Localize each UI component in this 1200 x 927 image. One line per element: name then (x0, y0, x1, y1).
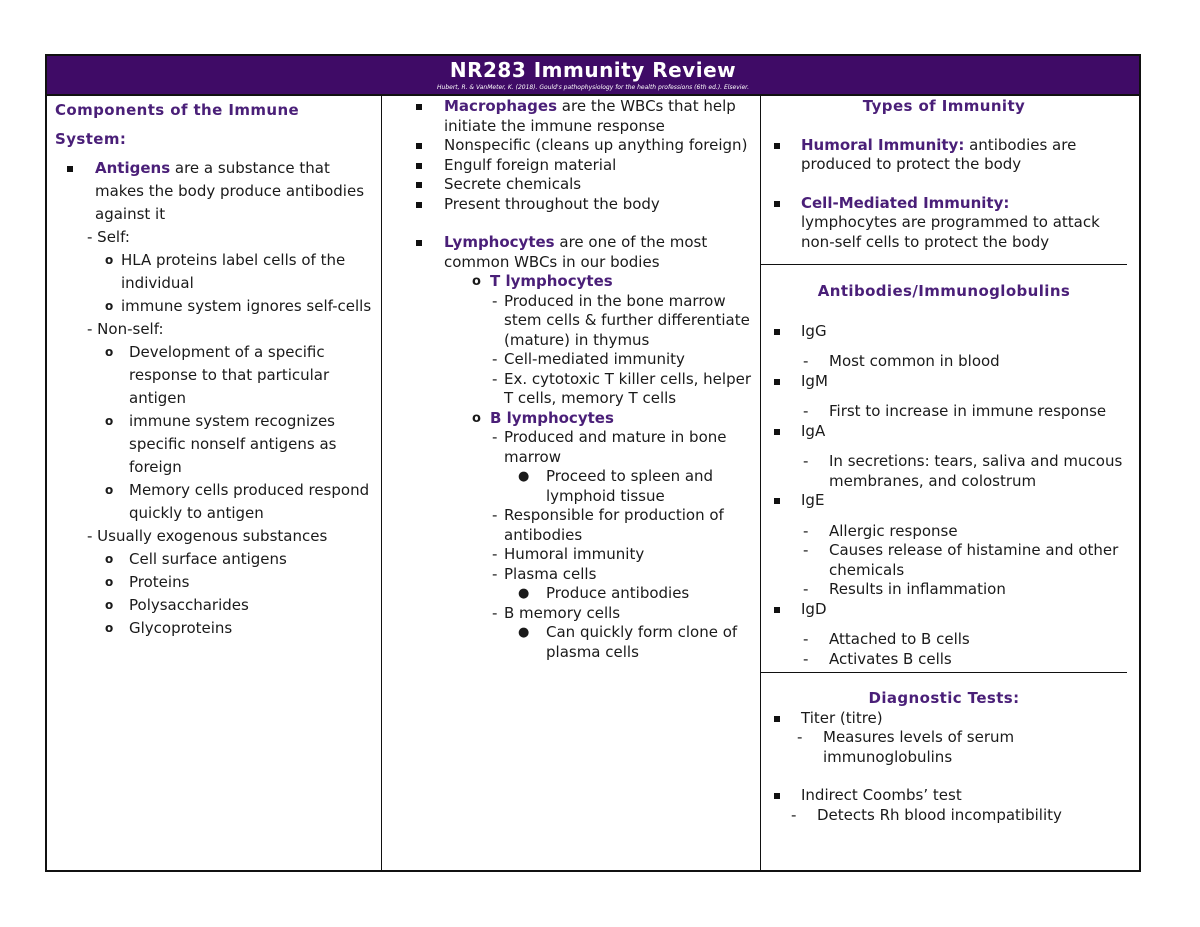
square-bullet-icon (774, 329, 780, 335)
column-immunity (761, 96, 1141, 870)
list-item: Secrete chemicals (382, 175, 756, 195)
list-item: - First to increase in immune response (803, 402, 1107, 420)
diagnostic-heading: Diagnostic Tests: (868, 689, 1020, 707)
column-cells (382, 96, 761, 870)
list-item: - Plasma cells (492, 564, 597, 583)
coombs-item: Indirect Coombs’ test (761, 786, 1127, 806)
list-item: - Most common in blood (803, 352, 1000, 370)
list-item: - Produced in the bone marrow stem cells & further differentiate (mature) in thymus (492, 291, 750, 349)
list-item: o Memory cells produced respond quickly to antigen (105, 481, 370, 522)
exogenous-label: - Usually exogenous substances (87, 527, 328, 545)
humoral-bullet: Humoral Immunity: antibodies are produced to protect the body (761, 136, 1127, 175)
types-heading: Types of Immunity (862, 97, 1026, 115)
list-item: ● Proceed to spleen and lymphoid tissue (518, 467, 714, 505)
macrophages-bullet: Macrophages are the WBCs that help initiate the immune response (382, 97, 756, 136)
list-item: - Responsible for production of antibodies (492, 506, 724, 544)
t-lymphocytes-heading: o T lymphocytes (472, 272, 613, 290)
igm-item: IgM (761, 372, 1127, 392)
list-item: o HLA proteins label cells of the individual (105, 251, 346, 292)
square-bullet-icon (774, 143, 780, 149)
list-item: - Causes release of histamine and other chemicals (803, 541, 1119, 579)
list-item: - Produced and mature in bone marrow (492, 428, 727, 466)
nonself-label: - Non-self: (87, 320, 164, 338)
list-item: - Cell-mediated immunity (492, 350, 685, 368)
square-bullet-icon (416, 182, 422, 188)
ige-item: IgE (761, 491, 1127, 511)
antigens-bullet: Antigens are a substance that makes the body produce antibodies against it (55, 157, 377, 226)
square-bullet-icon (774, 201, 780, 207)
citation: Hubert, R. & VanMeter, K. (2018). Gould's pathophysiology for the health professions (6th ed.). Elsevier. (437, 84, 749, 91)
self-label: - Self: (87, 228, 130, 246)
square-bullet-icon (416, 240, 422, 246)
list-item: Nonspecific (cleans up anything foreign) (382, 136, 756, 156)
square-bullet-icon (774, 793, 780, 799)
square-bullet-icon (67, 166, 73, 172)
list-item: - Humoral immunity (492, 545, 645, 563)
lymphocytes-bullet: Lymphocytes are one of the most common WBCs in our bodies (382, 233, 756, 272)
list-item: - Results in inflammation (803, 580, 1006, 598)
list-item: o immune system ignores self-cells (105, 297, 372, 315)
square-bullet-icon (774, 498, 780, 504)
column-components (47, 96, 382, 870)
list-item: o immune system recognizes specific nonself antigens as foreign (105, 412, 337, 476)
list-item: ● Can quickly form clone of plasma cells (518, 623, 738, 661)
square-bullet-icon (774, 716, 780, 722)
list-item: - In secretions: tears, saliva and mucous membranes, and colostrum (803, 452, 1123, 490)
components-heading: Components of the Immune System: (55, 101, 300, 148)
square-bullet-icon (416, 163, 422, 169)
header-band (47, 56, 1139, 96)
titer-item: Titer (titre) (761, 709, 1127, 729)
square-bullet-icon (416, 202, 422, 208)
square-bullet-icon (774, 607, 780, 613)
list-item: - Detects Rh blood incompatibility (791, 805, 1062, 824)
list-item: - Attached to B cells (803, 630, 970, 648)
b-lymphocytes-heading: o B lymphocytes (472, 408, 614, 427)
cell-mediated-bullet: Cell-Mediated Immunity: lymphocytes are programmed to attack non-self cells to protect the body (761, 194, 1127, 253)
list-item: o Proteins (105, 573, 190, 591)
page-title: NR283 Immunity Review (449, 58, 737, 82)
list-item: o Polysaccharides (105, 596, 249, 614)
igg-item: IgG (761, 322, 1127, 342)
square-bullet-icon (774, 429, 780, 435)
list-item: - Allergic response (803, 521, 958, 540)
list-item: ● Produce antibodies (518, 584, 690, 602)
list-item: o Glycoproteins (105, 619, 233, 637)
square-bullet-icon (774, 379, 780, 385)
review-sheet (45, 54, 1141, 872)
square-bullet-icon (416, 143, 422, 149)
igd-item: IgD (761, 600, 1127, 620)
list-item: - B memory cells (492, 603, 621, 622)
list-item: o Development of a specific response to that particular antigen (105, 343, 330, 407)
list-item: - Activates B cells (803, 649, 952, 668)
list-item: o Cell surface antigens (105, 550, 287, 568)
iga-item: IgA (761, 422, 1127, 442)
list-item: Engulf foreign material (382, 156, 756, 176)
square-bullet-icon (416, 104, 422, 110)
list-item: - Ex. cytotoxic T killer cells, helper T cells, memory T cells (492, 369, 751, 407)
antibodies-heading: Antibodies/Immunoglobulins (817, 282, 1071, 300)
list-item: - Measures levels of serum immunoglobulins (797, 728, 1015, 766)
list-item: Present throughout the body (382, 195, 756, 215)
